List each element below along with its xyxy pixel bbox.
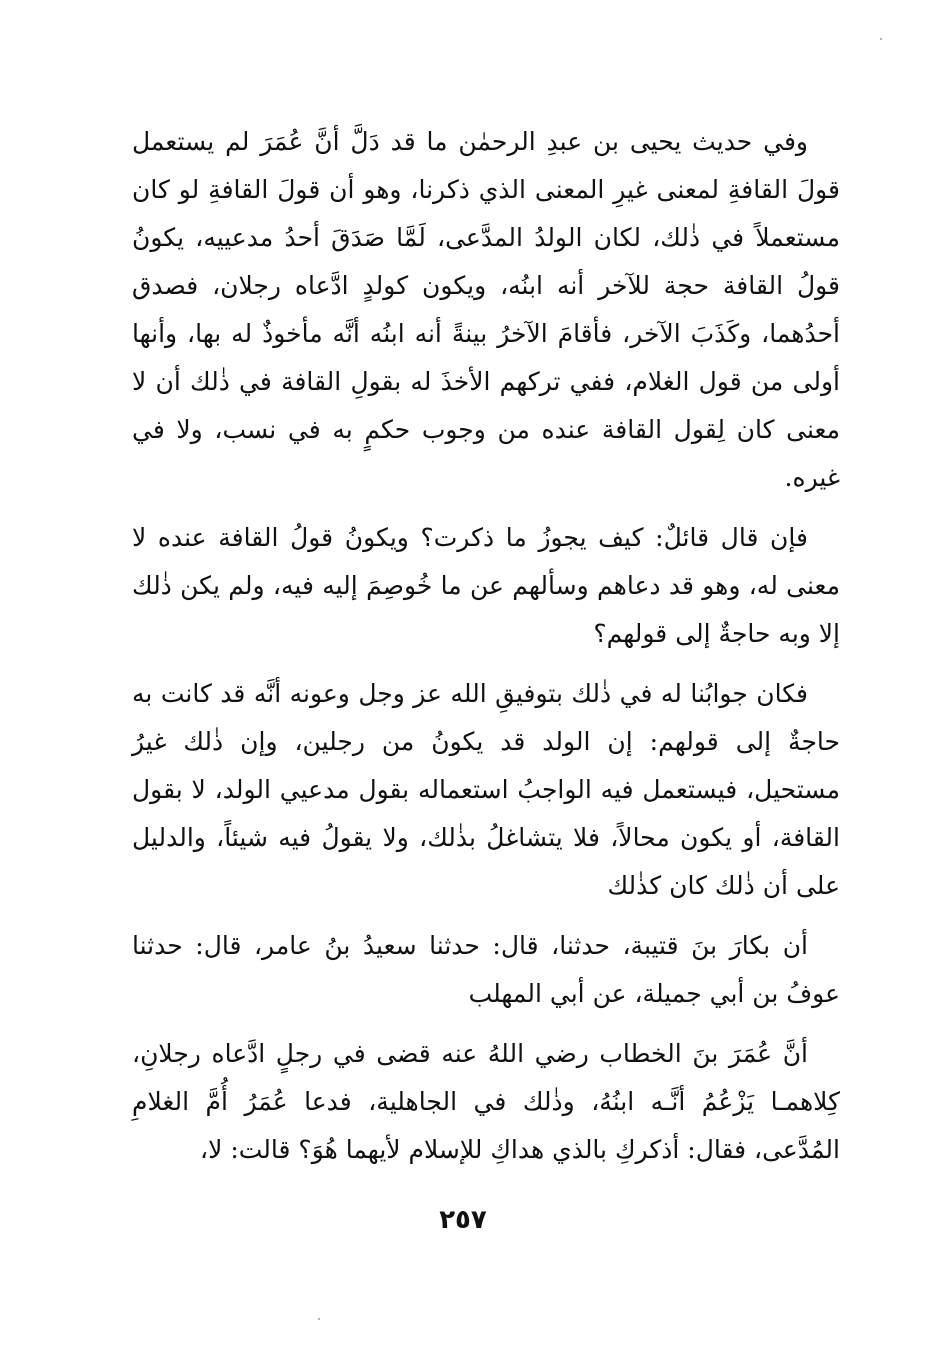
scan-speck <box>318 1318 320 1320</box>
body-text <box>132 118 840 1186</box>
paragraph-5: أنَّ عُمَرَ بنَ الخطاب رضي اللهُ عنه قضى في رجلٍ ادَّعاه رجلانِ، كِلاهمـا يَزْعُمُ أنَّـه ابنُهُ، وذٰلك في الجاهلية، فدعا عُمَرُ أُمَّ الغلامِ المُدَّعى، فقال: أذكركِ بالذي هداكِ للإسلام لأيهما هُوَ؟ قالت: لا، <box>132 1039 840 1164</box>
scan-speck <box>880 38 882 40</box>
paragraph-4: أن بكارَ بنَ قتيبة، حدثنا، قال: حدثنا سعيدُ بنُ عامر، قال: حدثنا عوفُ بن أبي جميلة، عن أبي المهلب <box>132 931 840 1008</box>
page-number: ٢٥٧ <box>439 1205 487 1235</box>
paragraph-3: فكان جوابُنا له في ذٰلك بتوفيقِ الله عز وجل وعونه أنَّه قد كانت به حاجةٌ إلى قولهم: إن الولد قد يكونُ من رجلين، وإن ذٰلك غيرُ مستحيل، فيستعمل فيه الواجبُ استعماله بقول مدعيي الولد، لا بقول القافة، أو يكون محالاً، فلا يتشاغلُ بذٰلك، ولا يقولُ فيه شيئاً، والدليل على أن ذٰلك كان كذٰلك <box>132 679 840 900</box>
paragraph-2: فإن قال قائلٌ: كيف يجوزُ ما ذكرت؟ ويكونُ قولُ القافة عنده لا معنى له، وهو قد دعاهم وسألهم عن ما خُوصِمَ إليه فيه، ولم يكن ذٰلك إلا وبه حاجةٌ إلى قولهم؟ <box>132 523 840 648</box>
paragraph-1: وفي حديث يحيى بن عبدِ الرحمٰن ما قد دَلَّ أنَّ عُمَرَ لم يستعمل قولَ القافةِ لمعنى غيرِ المعنى الذي ذكرنا، وهو أن قولَ القافةِ لو كان مستعملاً في ذٰلك، لكان الولدُ المدَّعى، لَمَّا صَدَقَ أحدُ مدعييه، يكونُ قولُ القافة حجة للآخر أنه ابنُه، ويكون كولدٍ ادَّعاه رجلان، فصدق أحدُهما، وكَذَبَ الآخر، فأقامَ الآخرُ بينةً أنه ابنُه أنَّه مأخوذٌ له بها، وأنها أولى من قول الغلام، ففي تركهم الأخذَ له بقولِ القافة في ذٰلك أن لا معنى كان لِقول القافة عنده من وجوب حكمٍ به في نسب، ولا في غيره. <box>132 127 840 492</box>
